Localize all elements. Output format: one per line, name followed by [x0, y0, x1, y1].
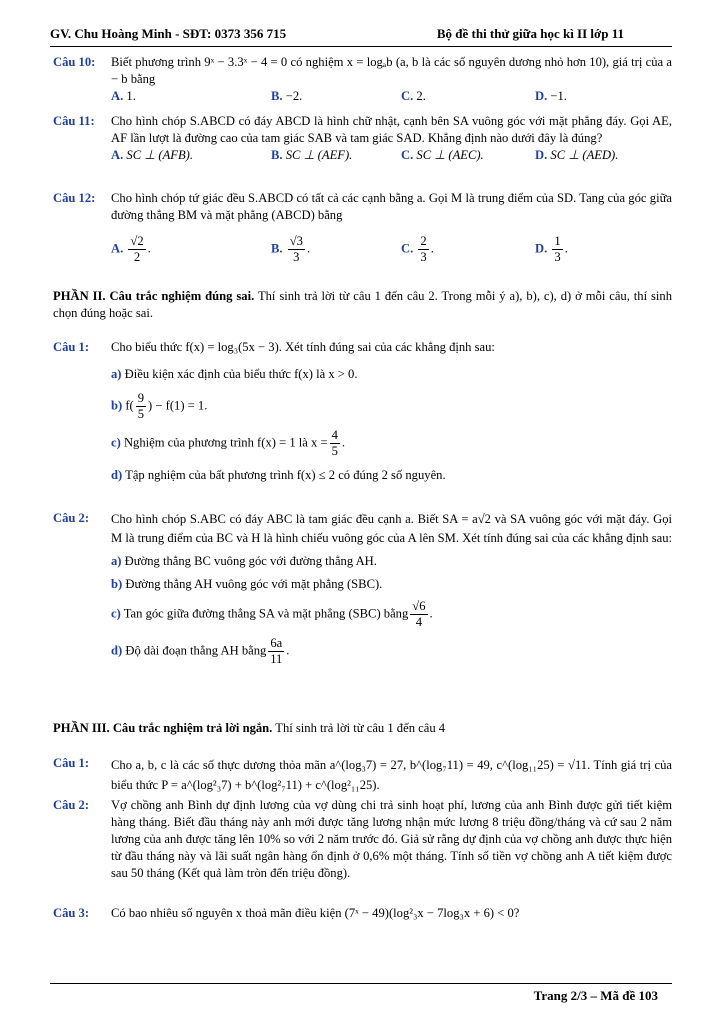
option-a[interactable]: [111, 88, 136, 105]
option-text: SC ⊥ (AEC).: [416, 148, 484, 162]
question-text: Vợ chồng anh Bình dự định lương của vợ dùng chi trả sinh hoạt phí, lương của anh Bình được gửi tiết kiệm hàng tháng. Biết đầu tháng này anh mới được tăng lương nhận mức lương 8 triệu đồng/tháng và cứ sau 2 năm lương của anh được tăng lên 10% so với 2 năm trước đó. Giả sử rằng dự định của vợ chồng anh được thực hiện từ đầu tháng này và lãi suất ngân hàng ổn định ở 0,6% một tháng. Tính số tiền vợ chồng anh A tiết kiệm được sau 50 tháng (Kết quả làm tròn đến triệu đồng).: [111, 798, 672, 880]
option-letter: D.: [535, 89, 548, 103]
fraction-denominator: 5: [137, 407, 145, 421]
question-text: Cho biểu thức f(x) = log₃(5x − 3). Xét tính đúng sai của các khẳng định sau:: [111, 340, 495, 354]
option-text: SC ⊥ (AED).: [550, 148, 619, 162]
question-label: Câu 11:: [53, 114, 95, 128]
option-d[interactable]: [535, 88, 567, 105]
fraction-numerator: √2: [130, 234, 144, 248]
part2-heading-bold: PHẦN II. Câu trắc nghiệm đúng sai.: [53, 289, 255, 303]
statement-pre: f(: [125, 398, 134, 413]
question-12: [53, 190, 672, 268]
option-fraction: [128, 234, 145, 265]
option-b[interactable]: [271, 147, 352, 164]
statement-b[interactable]: b) Đường thẳng AH vuông góc với mặt phẳng (SBC).: [111, 577, 383, 591]
question-10: [53, 54, 672, 105]
statement-d[interactable]: d) Tập nghiệm của bất phương trình f(x) ≤ 2 có đúng 2 số nguyên.: [111, 468, 446, 482]
fraction-denominator: 3: [554, 250, 561, 264]
part3-question-2: [53, 797, 672, 882]
part2-heading: [53, 288, 672, 322]
option-letter: A.: [111, 89, 124, 103]
option-letter: C.: [401, 241, 414, 256]
statement-text: Đường thẳng AH vuông góc với mặt phẳng (SBC).: [125, 577, 383, 591]
option-c[interactable]: [401, 147, 484, 164]
option-letter: D.: [535, 148, 548, 162]
footer-page-number: Trang 2/3 – Mã đề 103: [533, 988, 658, 1003]
fraction-denominator: 2: [133, 250, 141, 264]
page-footer: [50, 983, 672, 1003]
header-title: Bộ đề thi thử giữa học kì II lớp 11: [436, 26, 624, 41]
question-text: Cho hình chóp tứ giác đều S.ABCD có tất cả các cạnh bằng a. Gọi M là trung điểm của SD. Tang của góc giữa đường thẳng BM và mặt phẳng (ABCD) bằng: [111, 191, 672, 222]
fraction-numerator: √6: [412, 599, 426, 613]
fraction-numerator: 1: [554, 234, 561, 248]
fraction-numerator: √3: [289, 234, 303, 248]
fraction-denominator: 3: [420, 250, 427, 264]
option-text: −1.: [550, 89, 567, 103]
option-c[interactable]: C. $\frac{2}{3}$ .: [401, 234, 434, 264]
option-c[interactable]: [401, 88, 426, 105]
question-label: Câu 1:: [53, 756, 90, 770]
statement-c[interactable]: c) Nghiệm của phương trình f(x) = 1 là x = $\frac{4}{5}$ .: [111, 428, 346, 458]
part2-question-1: [53, 339, 672, 484]
statement-b[interactable]: b) f( $\frac{9}{5}$ ) − f(1) = 1.: [111, 391, 208, 421]
option-letter: A.: [111, 241, 124, 256]
option-letter: B.: [271, 241, 283, 256]
question-label: Câu 2:: [53, 511, 90, 525]
fraction-denominator: 11: [270, 652, 283, 666]
question-text: Biết phương trình 9ˣ − 3.3ˣ − 4 = 0 có nghiệm x = logₐb (a, b là các số nguyên dương nhỏ hơn 10), giá trị của a − b bằng: [111, 55, 672, 86]
option-letter: D.: [535, 241, 548, 256]
header-author: GV. Chu Hoàng Minh - SĐT: 0373 356 715: [50, 26, 287, 41]
fraction-denominator: 5: [331, 444, 338, 458]
fraction-numerator: 6a: [270, 636, 283, 650]
option-b[interactable]: B. $\frac{√3}{3}$ .: [271, 234, 311, 264]
question-text: Cho hình chóp S.ABCD có đáy ABCD là hình chữ nhật, cạnh bên SA vuông góc với mặt phẳng đáy. Gọi AE, AF lần lượt là đường cao của tam giác SAB và tam giác SAD. Khẳng định nào dưới đây là đúng?: [111, 114, 672, 145]
statement-fraction: [268, 636, 284, 667]
option-text: 1.: [126, 89, 136, 103]
option-a[interactable]: A. $\frac{√2}{2}$ .: [111, 234, 151, 264]
option-letter: B.: [271, 148, 283, 162]
question-11: [53, 113, 672, 164]
statement-text: Tập nghiệm của bất phương trình f(x) ≤ 2 có đúng 2 số nguyên.: [125, 468, 446, 482]
option-fraction: [288, 234, 305, 265]
statement-pre: Tan góc giữa đường thẳng SA và mặt phẳng (SBC) bằng: [123, 606, 409, 621]
fraction-numerator: 4: [331, 428, 338, 442]
option-text: 2.: [416, 89, 426, 103]
fraction-denominator: 3: [293, 250, 300, 264]
option-text: SC ⊥ (AEF).: [285, 148, 353, 162]
statement-fraction: [136, 391, 146, 422]
question-label: Câu 10:: [53, 55, 96, 69]
fraction-numerator: 2: [420, 234, 427, 248]
part3-heading-bold: PHẦN III. Câu trắc nghiệm trả lời ngắn.: [53, 721, 273, 735]
part3-heading-rest: Thí sinh trả lời từ câu 1 đến câu 4: [272, 721, 446, 735]
option-fraction: [418, 234, 428, 265]
question-label: Câu 3:: [53, 906, 90, 920]
statement-pre: Nghiệm của phương trình f(x) = 1 là x =: [123, 435, 328, 450]
question-text: Cho a, b, c là các số thực dương thỏa mãn a^(log₃7) = 27, b^(log₇11) = 49, c^(log₁₁25) = √11. Tính giá trị của biểu thức P = a^(log²₃7) + b^(log²₇11) + c^(log²₁₁25).: [111, 758, 672, 792]
options-row: [111, 88, 672, 105]
option-text: SC ⊥ (AFB).: [126, 148, 193, 162]
statement-post: ) − f(1) = 1.: [148, 398, 208, 413]
option-letter: C.: [401, 89, 414, 103]
option-d[interactable]: [535, 147, 618, 164]
options-row: [111, 228, 672, 268]
option-a[interactable]: [111, 147, 193, 164]
fraction-denominator: 4: [415, 615, 423, 629]
question-label: Câu 1:: [53, 340, 90, 354]
statement-fraction: [410, 599, 427, 630]
page-header: [50, 22, 672, 47]
question-text: Cho hình chóp S.ABC có đáy ABC là tam giác đều cạnh a. Biết SA = a√2 và SA vuông góc với mặt đáy. Gọi M là trung điểm của BC và H là hình chiếu vuông góc của A lên SM. Xét tính đúng sai của các khẳng định sau:: [111, 512, 673, 545]
statement-a[interactable]: a) Đường thẳng BC vuông góc với đường thẳng AH.: [111, 554, 377, 568]
option-letter: A.: [111, 148, 124, 162]
option-letter: C.: [401, 148, 414, 162]
options-row: [111, 147, 672, 164]
option-letter: B.: [271, 89, 283, 103]
part2-question-2: [53, 510, 672, 667]
option-text: −2.: [285, 89, 303, 103]
statement-a[interactable]: a) Điều kiện xác định của biểu thức f(x) là x > 0.: [111, 367, 358, 381]
part3-heading: [53, 720, 672, 737]
fraction-numerator: 9: [137, 391, 145, 405]
question-label: Câu 2:: [53, 798, 90, 812]
option-b[interactable]: [271, 88, 302, 105]
statement-text: Đường thẳng BC vuông góc với đường thẳng AH.: [124, 554, 377, 568]
statement-d[interactable]: d) Độ dài đoạn thẳng AH bằng $\frac{6a}{11}$ .: [111, 636, 290, 666]
option-fraction: [552, 234, 562, 265]
statement-fraction: [330, 428, 340, 459]
statement-text: Điều kiện xác định của biểu thức f(x) là x > 0.: [124, 367, 358, 381]
question-label: Câu 12:: [53, 191, 96, 205]
statement-c[interactable]: c) Tan góc giữa đường thẳng SA và mặt phẳng (SBC) bằng $\frac{√6}{4}$ .: [111, 599, 433, 629]
part2-heading-rest: Thí sinh trả lời từ câu 1 đến câu 2. Trong mỗi ý a), b), c), d) ở mỗi câu, thí sinh chọn đúng hoặc sai.: [53, 289, 672, 320]
statement-pre: Độ dài đoạn thẳng AH bằng: [125, 643, 267, 658]
part3-question-1: [53, 755, 672, 795]
question-text: Có bao nhiêu số nguyên x thoả mãn điều kiện (7ˣ − 49)(log²₃x − 7log₃x + 6) < 0?: [111, 906, 520, 920]
option-d[interactable]: D. $\frac{1}{3}$ .: [535, 234, 568, 264]
part3-question-3: [53, 905, 672, 922]
